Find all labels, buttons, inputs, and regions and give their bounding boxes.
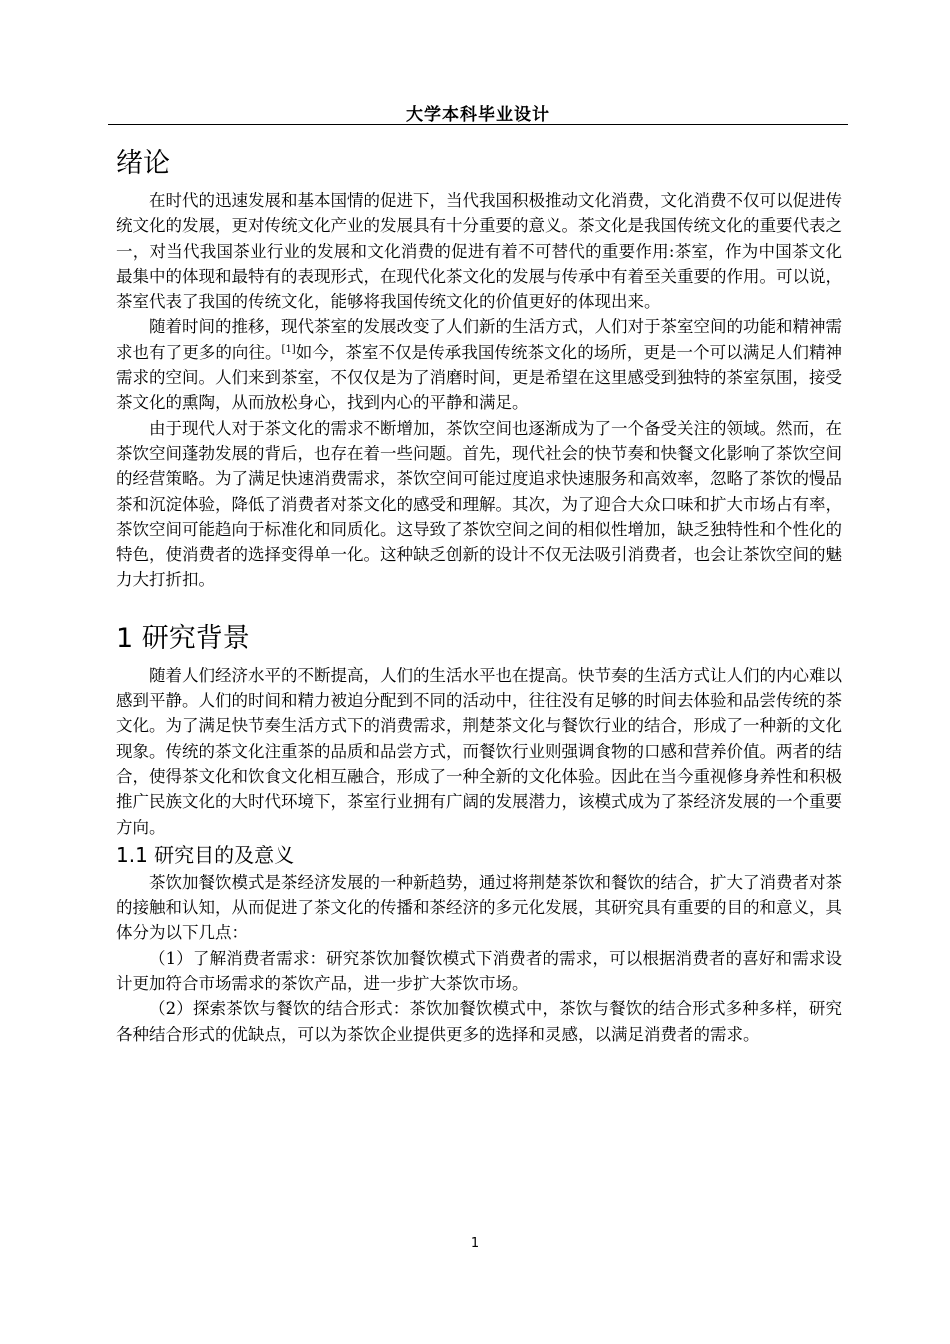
intro-heading: 绪论 [116, 148, 170, 179]
header-rule [108, 124, 848, 125]
intro-paragraph-2 [116, 314, 842, 415]
spacer [116, 593, 842, 615]
section-1-1-item-2: （2）探索茶饮与餐饮的结合形式：茶饮加餐饮模式中，茶饮与餐饮的结合形式多种多样，研究各种结合形式的优缺点，可以为茶饮企业提供更多的选择和灵感，以满足消费者的需求。 [116, 999, 842, 1044]
section-1-paragraph-1: 随着人们经济水平的不断提高，人们的生活水平也在提高。快节奏的生活方式让人们的内心难以感到平静。人们的时间和精力被迫分配到不同的活动中，往往没有足够的时间去体验和品尝传统的茶文化。为了满足快节奏生活方式下的消费需求，荆楚茶文化与餐饮行业的结合，形成了一种新的文化现象。传统的茶文化注重茶的品质和品尝方式，而餐饮行业则强调食物的口感和营养价值。两者的结合，使得茶文化和饮食文化相互融合，形成了一种全新的文化体验。因此在当今重视修身养性和积极推广民族文化的大时代环境下，茶室行业拥有广阔的发展潜力，该模式成为了茶经济发展的一个重要方向。 [116, 665, 842, 837]
citation-ref: [1] [281, 343, 296, 355]
intro-paragraph-3: 由于现代人对于茶文化的需求不断增加，茶饮空间也逐渐成为了一个备受关注的领域。然而，在茶饮空间蓬勃发展的背后，也存在着一些问题。首先，现代社会的快节奏和快餐文化影响了茶饮空间的经营策略。为了满足快速消费需求，茶饮空间可能过度追求快速服务和高效率，忽略了茶饮的慢品茶和沉淀体验，降低了消费者对茶文化的感受和理解。其次，为了迎合大众口味和扩大市场占有率，茶饮空间可能趋向于标准化和同质化。这导致了茶饮空间之间的相似性增加，缺乏独特性和个性化的特色，使消费者的选择变得单一化。这种缺乏创新的设计不仅无法吸引消费者，也会让茶饮空间的魅力大打折扣。 [116, 418, 842, 590]
intro-paragraph-1: 在时代的迅速发展和基本国情的促进下，当代我国积极推动文化消费，文化消费不仅可以促进传统文化的发展，更对传统文化产业的发展具有十分重要的意义。茶文化是我国传统文化的重要代表之一，对当代我国茶业行业的发展和文化消费的促进有着不可替代的重要作用:茶室，作为中国茶文化最集中的体现和最特有的表现形式，在现代化茶文化的发展与传承中有着至关重要的作用。可以说，茶室代表了我国的传统文化，能够将我国传统文化的价值更好的体现出来。 [116, 191, 842, 312]
section-1-1-item-1: （1）了解消费者需求：研究茶饮加餐饮模式下消费者的需求，可以根据消费者的喜好和需求设计更加符合市场需求的茶饮产品，进一步扩大茶饮市场。 [116, 948, 842, 994]
page-number: 1 [470, 1236, 480, 1251]
page-body [116, 140, 842, 1047]
section-1-1-paragraph-1: 茶饮加餐饮模式是茶经济发展的一种新趋势，通过将荆楚茶饮和餐饮的结合，扩大了消费者对茶的接触和认知，从而促进了茶文化的传播和茶经济的多元化发展，其研究具有重要的目的和意义，具体分为以下几点： [116, 872, 842, 943]
running-header: 大学本科毕业设计 [406, 105, 550, 125]
section-1-heading: 1 研究背景 [116, 622, 250, 654]
intro-paragraph-2-text-b: 如今，茶室不仅是传承我国传统茶文化的场所，更是一个可以满足人们精神需求的空间。人们来到茶室，不仅仅是为了消磨时间，更是希望在这里感受到独特的茶室氛围，接受茶文化的熏陶，从而放松身心，找到内心的平静和满足。 [116, 342, 843, 413]
intro-paragraph-2-text-a: 随着时间的推移，现代茶室的发展改变了人们新的生活方式，人们对于茶室空间的功能和精神需求也有了更多的向往。 [116, 317, 842, 362]
section-1-1-heading: 1.1 研究目的及意义 [116, 842, 295, 867]
